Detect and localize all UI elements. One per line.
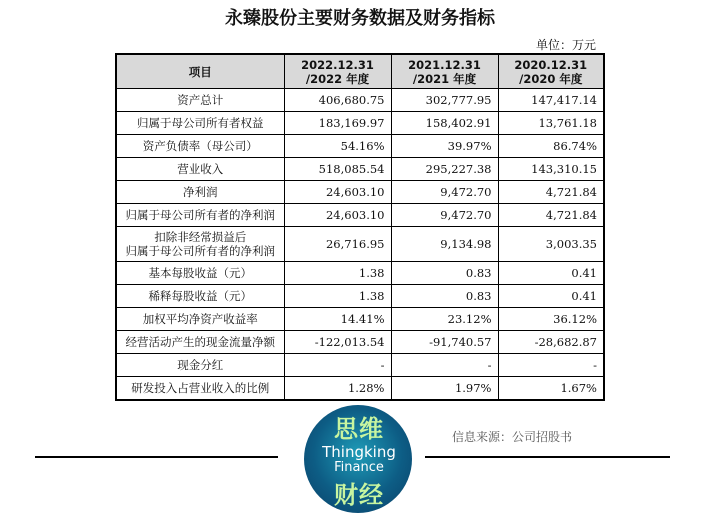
row-label: [116, 308, 284, 331]
table-row: [116, 377, 604, 401]
row-value: 39.97%: [391, 135, 498, 158]
row-label-line1: 经营活动产生的现金流量净额: [125, 335, 275, 349]
table-body: [116, 89, 604, 401]
header-2022: [284, 54, 391, 89]
row-label-line1: 加权平均净资产收益率: [142, 312, 258, 326]
table-row: [116, 112, 604, 135]
row-value: 24,603.10: [284, 204, 391, 227]
row-label: [116, 331, 284, 354]
logo-cn-top: 思维: [334, 415, 384, 443]
header-2020-line1: 2020.12.31: [514, 57, 588, 72]
row-value: 0.41: [498, 285, 604, 308]
row-label: [116, 377, 284, 401]
row-value: 0.41: [498, 262, 604, 285]
logo-cn-bottom: 财经: [334, 481, 384, 509]
row-label: [116, 227, 284, 262]
logo-en-line2: Finance: [334, 460, 384, 475]
row-value: 158,402.91: [391, 112, 498, 135]
row-value: 4,721.84: [498, 204, 604, 227]
row-value: 3,003.35: [498, 227, 604, 262]
row-value: 26,716.95: [284, 227, 391, 262]
header-2020-line2: /2020 年度: [519, 71, 583, 86]
row-label: [116, 89, 284, 112]
row-value: 4,721.84: [498, 181, 604, 204]
row-value: 9,472.70: [391, 181, 498, 204]
table-row: [116, 135, 604, 158]
row-value: 0.83: [391, 285, 498, 308]
row-label: [116, 158, 284, 181]
table-row: [116, 181, 604, 204]
row-label-line1: 净利润: [183, 185, 218, 199]
row-value: 36.12%: [498, 308, 604, 331]
row-value: 54.16%: [284, 135, 391, 158]
row-label: [116, 285, 284, 308]
source-note: 信息来源：公司招股书: [452, 430, 573, 444]
row-value: 295,227.38: [391, 158, 498, 181]
row-label: [116, 112, 284, 135]
table-row: [116, 354, 604, 377]
row-value: 406,680.75: [284, 89, 391, 112]
row-value: 1.28%: [284, 377, 391, 401]
row-label-line1: 归属于母公司所有者的净利润: [125, 208, 275, 222]
table-row: [116, 285, 604, 308]
row-value: 0.83: [391, 262, 498, 285]
row-value: 147,417.14: [498, 89, 604, 112]
header-item-label: 项目: [188, 64, 212, 79]
header-2021-line2: /2021 年度: [412, 71, 477, 86]
divider-left: [35, 456, 278, 458]
thingking-finance-logo: [299, 405, 419, 509]
row-value: 9,134.98: [391, 227, 498, 262]
table-row: [116, 262, 604, 285]
row-value: 23.12%: [391, 308, 498, 331]
table-row: [116, 89, 604, 112]
table-row: [116, 158, 604, 181]
page-title: 永臻股份主要财务数据及财务指标: [225, 8, 495, 29]
row-value: 9,472.70: [391, 204, 498, 227]
row-value: 1.38: [284, 285, 391, 308]
row-value: -: [284, 354, 391, 377]
row-value: -: [391, 354, 498, 377]
row-value: 1.38: [284, 262, 391, 285]
header-item: [116, 54, 284, 89]
row-value: 14.41%: [284, 308, 391, 331]
row-label-line1: 营业收入: [177, 162, 224, 176]
row-label-line1: 稀释每股收益（元）: [148, 289, 252, 303]
row-label-line1: 资产负债率（母公司）: [142, 139, 258, 153]
table-header-row: [116, 54, 604, 89]
row-value: 24,603.10: [284, 181, 391, 204]
header-2020: [498, 54, 604, 89]
row-value: -122,013.54: [284, 331, 391, 354]
row-label-line1: 研发投入占营业收入的比例: [131, 381, 270, 395]
row-value: 1.97%: [391, 377, 498, 401]
row-label-line1: 资产总计: [177, 93, 224, 107]
divider-right: [425, 456, 670, 458]
row-value: 86.74%: [498, 135, 604, 158]
row-value: -: [498, 354, 604, 377]
row-label-line1: 基本每股收益（元）: [148, 266, 252, 280]
header-2022-line2: /2022 年度: [305, 71, 370, 86]
row-label: [116, 354, 284, 377]
row-value: -91,740.57: [391, 331, 498, 354]
row-label-line1: 现金分红: [177, 358, 224, 372]
header-2021-line1: 2021.12.31: [408, 57, 481, 72]
financial-table: [115, 53, 605, 401]
row-value: 518,085.54: [284, 158, 391, 181]
row-value: 183,169.97: [284, 112, 391, 135]
row-label-line1: 归属于母公司所有者权益: [137, 116, 264, 130]
row-label-line2: 归属于母公司所有者的净利润: [125, 244, 275, 258]
row-label: [116, 262, 284, 285]
header-2021: [391, 54, 498, 89]
header-2022-line1: 2022.12.31: [301, 57, 374, 72]
row-value: -28,682.87: [498, 331, 604, 354]
logo-en-line1: Thingking: [322, 443, 396, 461]
table-row: [116, 204, 604, 227]
row-label: [116, 181, 284, 204]
row-value: 143,310.15: [498, 158, 604, 181]
row-value: 1.67%: [498, 377, 604, 401]
row-label: [116, 204, 284, 227]
row-value: 13,761.18: [498, 112, 604, 135]
row-label: [116, 135, 284, 158]
table-row: [116, 331, 604, 354]
row-label-line1: 扣除非经常损益后: [154, 230, 247, 244]
table-row: [116, 227, 604, 262]
row-value: 302,777.95: [391, 89, 498, 112]
table-row: [116, 308, 604, 331]
unit-label: 单位：万元: [535, 38, 596, 52]
